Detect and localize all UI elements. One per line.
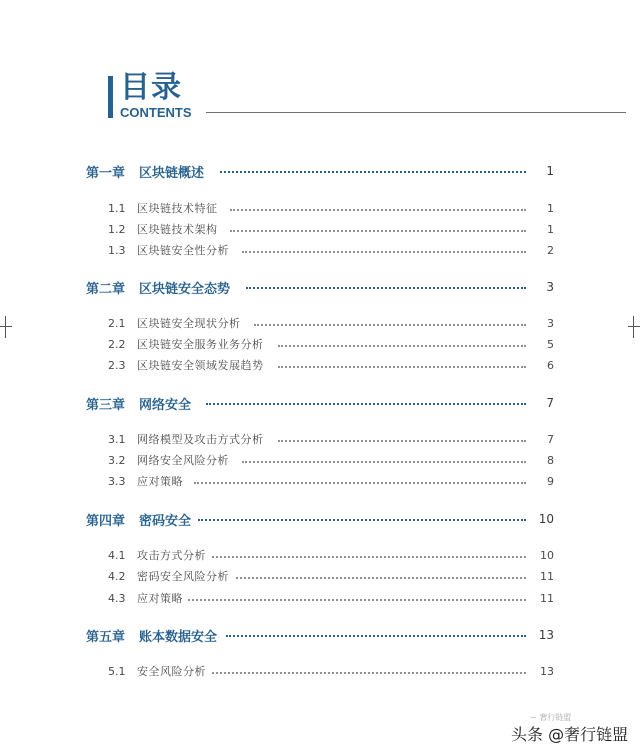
leader-dots [230, 230, 526, 232]
section-page: 8 [547, 453, 554, 467]
toc-section-2-1[interactable] [0, 312, 640, 334]
toc-section-1-2[interactable] [0, 218, 640, 240]
section-number: 1.1 [108, 201, 126, 215]
section-number: 5.1 [108, 664, 126, 678]
toc-chapter-2[interactable] [0, 276, 640, 298]
section-title: 应对策略 [137, 475, 183, 488]
section-number: 2.3 [108, 358, 126, 372]
section-title: 区块链安全领域发展趋势 [137, 359, 264, 372]
toc-section-3-3[interactable] [0, 470, 640, 492]
watermark-overlay: ~ 奢行链盟 [530, 713, 572, 722]
chapter-title: 密码安全 [139, 513, 192, 529]
section-title: 网络模型及攻击方式分析 [137, 433, 264, 446]
leader-dots [206, 403, 526, 405]
section-title: 应对策略 [137, 592, 183, 605]
section-title: 区块链安全现状分析 [137, 317, 241, 330]
section-page: 11 [540, 569, 554, 583]
chapter-title: 网络安全 [139, 397, 192, 413]
section-title: 区块链技术架构 [137, 223, 218, 236]
toc-section-4-3[interactable] [0, 587, 640, 609]
section-number: 1.2 [108, 222, 126, 236]
leader-dots [278, 440, 526, 442]
leader-dots [246, 287, 526, 289]
toc-section-3-2[interactable] [0, 449, 640, 471]
section-title: 攻击方式分析 [137, 549, 206, 562]
leader-dots [212, 672, 526, 674]
title-rule [206, 112, 626, 113]
section-title: 区块链安全性分析 [137, 244, 229, 257]
chapter-page: 3 [546, 280, 554, 294]
toc-chapter-5[interactable] [0, 624, 640, 646]
section-page: 5 [547, 337, 554, 351]
section-number: 2.2 [108, 337, 126, 351]
toc-chapter-1[interactable] [0, 160, 640, 182]
section-page: 11 [540, 591, 554, 605]
toc-section-5-1[interactable] [0, 660, 640, 682]
section-title: 区块链技术特征 [137, 202, 218, 215]
section-page: 13 [540, 664, 554, 678]
title-chinese: 目录 [120, 70, 182, 105]
section-number: 1.3 [108, 243, 126, 257]
toc-chapter-3[interactable] [0, 392, 640, 414]
section-number: 4.2 [108, 569, 126, 583]
leader-dots [278, 366, 526, 368]
leader-dots [188, 599, 526, 601]
toc-section-3-1[interactable] [0, 428, 640, 450]
section-page: 3 [547, 316, 554, 330]
toc-section-1-1[interactable] [0, 197, 640, 219]
leader-dots [236, 577, 526, 579]
section-number: 4.1 [108, 548, 126, 562]
chapter-page: 7 [546, 396, 554, 410]
chapter-number: 第四章 [86, 513, 126, 529]
section-number: 4.3 [108, 591, 126, 605]
title-accent-bar [108, 76, 113, 118]
toc-section-1-3[interactable] [0, 239, 640, 261]
leader-dots [278, 345, 526, 347]
section-page: 1 [547, 222, 554, 236]
chapter-title: 区块链概述 [139, 165, 205, 181]
section-title: 密码安全风险分析 [137, 570, 229, 583]
section-page: 2 [547, 243, 554, 257]
leader-dots [194, 482, 526, 484]
leader-dots [242, 461, 526, 463]
toc-section-4-1[interactable] [0, 544, 640, 566]
chapter-number: 第二章 [86, 281, 126, 297]
toc-section-2-3[interactable] [0, 354, 640, 376]
section-title: 网络安全风险分析 [137, 454, 229, 467]
toc-section-4-2[interactable] [0, 565, 640, 587]
leader-dots [242, 251, 526, 253]
section-page: 7 [547, 432, 554, 446]
toc-chapter-4[interactable] [0, 508, 640, 530]
chapter-number: 第一章 [86, 165, 126, 181]
section-title: 安全风险分析 [137, 665, 206, 678]
leader-dots [254, 324, 526, 326]
section-page: 10 [540, 548, 554, 562]
leader-dots [220, 171, 526, 173]
section-number: 2.1 [108, 316, 126, 330]
title-english: CONTENTS [120, 105, 192, 120]
section-number: 3.2 [108, 453, 126, 467]
leader-dots [226, 635, 526, 637]
chapter-title: 区块链安全态势 [139, 281, 231, 297]
section-title: 区块链安全服务业务分析 [137, 338, 264, 351]
section-number: 3.3 [108, 474, 126, 488]
section-page: 1 [547, 201, 554, 215]
watermark-text: 头条 @奢行链盟 [511, 725, 629, 744]
toc-section-2-2[interactable] [0, 333, 640, 355]
chapter-page: 10 [538, 512, 554, 526]
chapter-number: 第五章 [86, 629, 126, 645]
leader-dots [198, 519, 526, 521]
section-page: 6 [547, 358, 554, 372]
section-page: 9 [547, 474, 554, 488]
section-number: 3.1 [108, 432, 126, 446]
chapter-title: 账本数据安全 [139, 629, 218, 645]
chapter-page: 1 [546, 164, 554, 178]
chapter-number: 第三章 [86, 397, 126, 413]
leader-dots [230, 209, 526, 211]
leader-dots [212, 556, 526, 558]
chapter-page: 13 [538, 628, 554, 642]
